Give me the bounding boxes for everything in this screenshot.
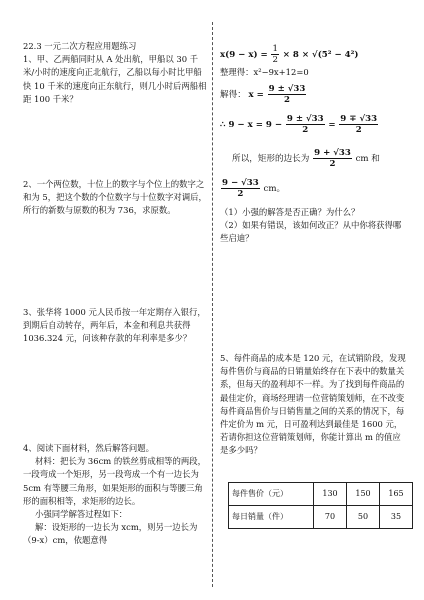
so-line [232, 148, 420, 169]
table-row [229, 506, 413, 529]
problem-2: 2、一个两位数，十位上的数字与个位上的数字之和为 5，把这个数的个位数字与十位数字对调后，所行的新数与原数的积为 736，求原数。 [23, 179, 207, 216]
problem-5-block [220, 352, 408, 458]
therefore-line [220, 114, 408, 135]
problem-4-block [23, 442, 208, 548]
simplify-line [220, 66, 408, 79]
solve-x: x = [248, 90, 264, 100]
problem-1: 1、甲、乙两船同时从 A 处出航，甲船以 30 千米/小时的速度向正北航行，乙船以每小时比甲船快 10 千米的速度向正东航行，则几小时后两船相距 100 千米？ [23, 54, 207, 104]
fraction-numerator: 9 ∓ √33 [340, 114, 378, 124]
fraction-denominator: 2 [272, 55, 278, 65]
fraction-denominator: 2 [237, 189, 244, 199]
so-unit-and: cm 和 [355, 154, 380, 164]
solve-label: 解得： [220, 90, 246, 100]
left-column [23, 40, 208, 106]
fraction-numerator: 1 [272, 44, 278, 54]
fraction-numerator: 9 ± √33 [286, 114, 324, 124]
simplified-equation: 整理得：x²−9x+12=0 [220, 67, 309, 77]
table-row [229, 483, 413, 506]
therefore-fraction-2 [339, 114, 378, 135]
sales-table-wrap [228, 482, 416, 529]
table-cell: 165 [380, 483, 413, 506]
questions-block [220, 206, 408, 246]
fraction-denominator: 2 [329, 159, 336, 169]
worksheet-heading: 22.3 一元二次方程应用题练习 [23, 41, 137, 51]
fraction-denominator: 2 [302, 125, 309, 135]
table-row-label: 每日销量（件） [229, 506, 314, 529]
so-line-2 [220, 178, 408, 199]
problem-4-solution-start: 解：设矩形的一边长为 xcm，则另一边长为（9-x）cm，依题意得 [23, 522, 198, 546]
problem-4-intro: 4、阅读下面材料，然后解答问题。 [23, 443, 154, 453]
table-row-label: 每件售价（元） [229, 483, 314, 506]
table-cell: 130 [314, 483, 347, 506]
equals-sign: = [328, 120, 336, 130]
fraction-numerator: 9 + √33 [314, 148, 351, 158]
fraction-numerator: 9 − √33 [222, 178, 259, 188]
problem-4-solution-intro: 小强同学解答过程如下： [35, 509, 128, 520]
problem-3-block [23, 306, 208, 346]
problem-5: 5、每件商品的成本是 120 元，在试销阶段，发现每件售价与商品的日销量始终存在下表中的数量关系，但每天的盈利却不一样。为了找到每件商品的最佳定价，商场经理请一位营销策划师，在不改变每件商品售价与日销售量之间的关系的情况下，每件定价为 m 元，日可盈利达到最佳是 1600 元，若请你担这位营销策划师，你能计算出 m 的值应是多少吗？ [220, 353, 406, 456]
problem-2-block [23, 178, 208, 218]
so-label: 所以，矩形的边长为 [232, 154, 310, 164]
fraction-denominator: 2 [355, 125, 362, 135]
solve-line [220, 84, 408, 105]
column-divider [212, 22, 213, 587]
table-cell: 150 [347, 483, 380, 506]
solve-fraction [268, 84, 307, 105]
therefore-fraction-1 [286, 114, 325, 135]
fraction-one-half [271, 44, 278, 65]
table-cell: 70 [314, 506, 347, 529]
equation-1-rhs: × 8 × √(5² − 4²) [282, 50, 359, 60]
question-2: （2）如果有错误，该如何改正？从中你将获得哪些启迪？ [220, 220, 402, 244]
question-1: （1）小强的解答是否正确？为什么？ [220, 207, 360, 217]
table-cell: 35 [380, 506, 413, 529]
table-cell: 50 [347, 506, 380, 529]
problem-3: 3、张华将 1000 元人民币按一年定期存入银行，到期后自动转存，两年后，本金和利息共获得 1036.324 元，问该种存款的年利率是多少？ [23, 307, 206, 344]
so-unit-end: cm。 [263, 184, 286, 194]
sales-table [228, 482, 413, 529]
fraction-denominator: 2 [283, 95, 290, 105]
so-fraction-2 [221, 178, 260, 199]
problem-4-material: 材料：把长为 36cm 的铁丝剪成相等的两段，一段弯成一个矩形，另一段弯成一个有一边长为 5cm 有等腰三角形，如果矩形的面积与等腰三角形的面积相等，求矩形的边长。 [23, 456, 206, 506]
therefore-lhs: ∴ 9 − x = 9 − [220, 120, 283, 130]
equation-1-lhs: x(9 − x) = [220, 50, 268, 60]
fraction-numerator: 9 ± √33 [268, 84, 306, 94]
solution-equation-1 [220, 44, 408, 65]
so-fraction-1 [313, 148, 352, 169]
